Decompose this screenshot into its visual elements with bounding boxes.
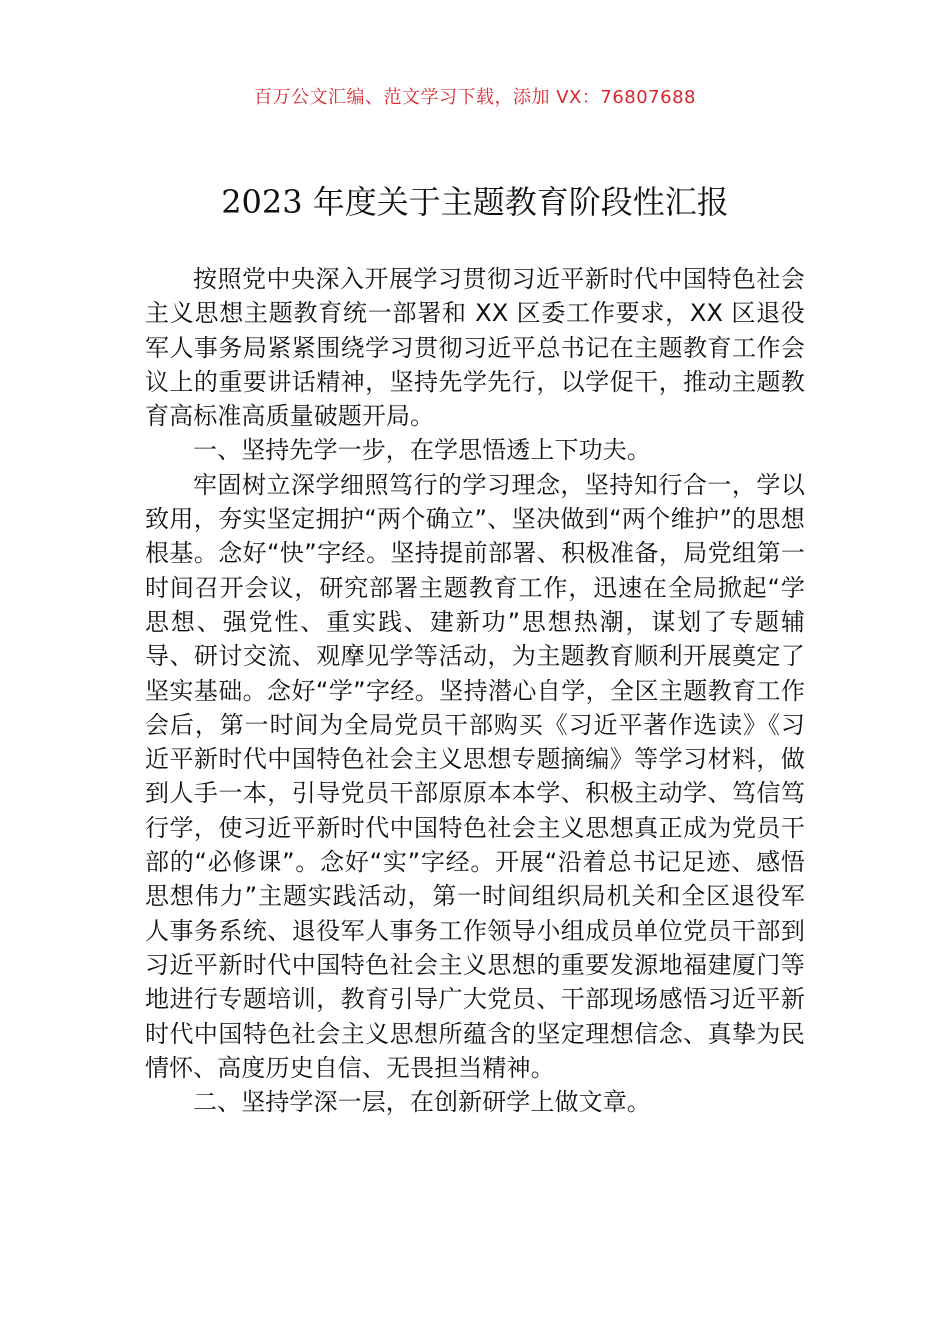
section-heading-1: 一、坚持先学一步，在学思悟透上下功夫。 xyxy=(193,436,651,465)
section-heading-2: 二、坚持学深一层，在创新研学上做文章。 xyxy=(193,1088,651,1117)
paragraph-intro: 按照党中央深入开展学习贯彻习近平新时代中国特色社会主义思想主题教育统一部署和 XX 区委工作要求，XX 区退役军人事务局紧紧围绕学习贯彻习近平总书记在主题教育工作会议上的重要讲话精神，坚持先学先行，以学促干，推动主题教育高标准高质量破题开局。 xyxy=(145,265,805,431)
header-promo-note: 百万公文汇编、范文学习下载，添加 VX：76807688 xyxy=(254,87,696,108)
document-title: 2023 年度关于主题教育阶段性汇报 xyxy=(221,183,729,221)
paragraph-section-1-body: 牢固树立深学细照笃行的学习理念，坚持知行合一，学以致用，夯实坚定拥护“两个确立”、坚决做到“两个维护”的思想根基。念好“快”字经。坚持提前部署、积极准备，局党组第一时间召开会议，研究部署主题教育工作，迅速在全局掀起“学思想、强党性、重实践、建新功”思想热潮，谋划了专题辅导、研讨交流、观摩见学等活动，为主题教育顺利开展奠定了坚实基础。念好“学”字经。坚持潜心自学，全区主题教育工作会后，第一时间为全局党员干部购买《习近平著作选读》《习近平新时代中国特色社会主义思想专题摘编》等学习材料，做到人手一本，引导党员干部原原本本学、积极主动学、笃信笃行学，使习近平新时代中国特色社会主义思想真正成为党员干部的“必修课”。念好“实”字经。开展“沿着总书记足迹、感悟思想伟力”主题实践活动，第一时间组织局机关和全区退役军人事务系统、退役军人事务工作领导小组成员单位党员干部到习近平新时代中国特色社会主义思想的重要发源地福建厦门等地进行专题培训，教育引导广大党员、干部现场感悟习近平新时代中国特色社会主义思想所蕴含的坚定理想信念、真挚为民情怀、高度历史自信、无畏担当精神。 xyxy=(145,470,805,1082)
document-body xyxy=(145,262,805,1119)
